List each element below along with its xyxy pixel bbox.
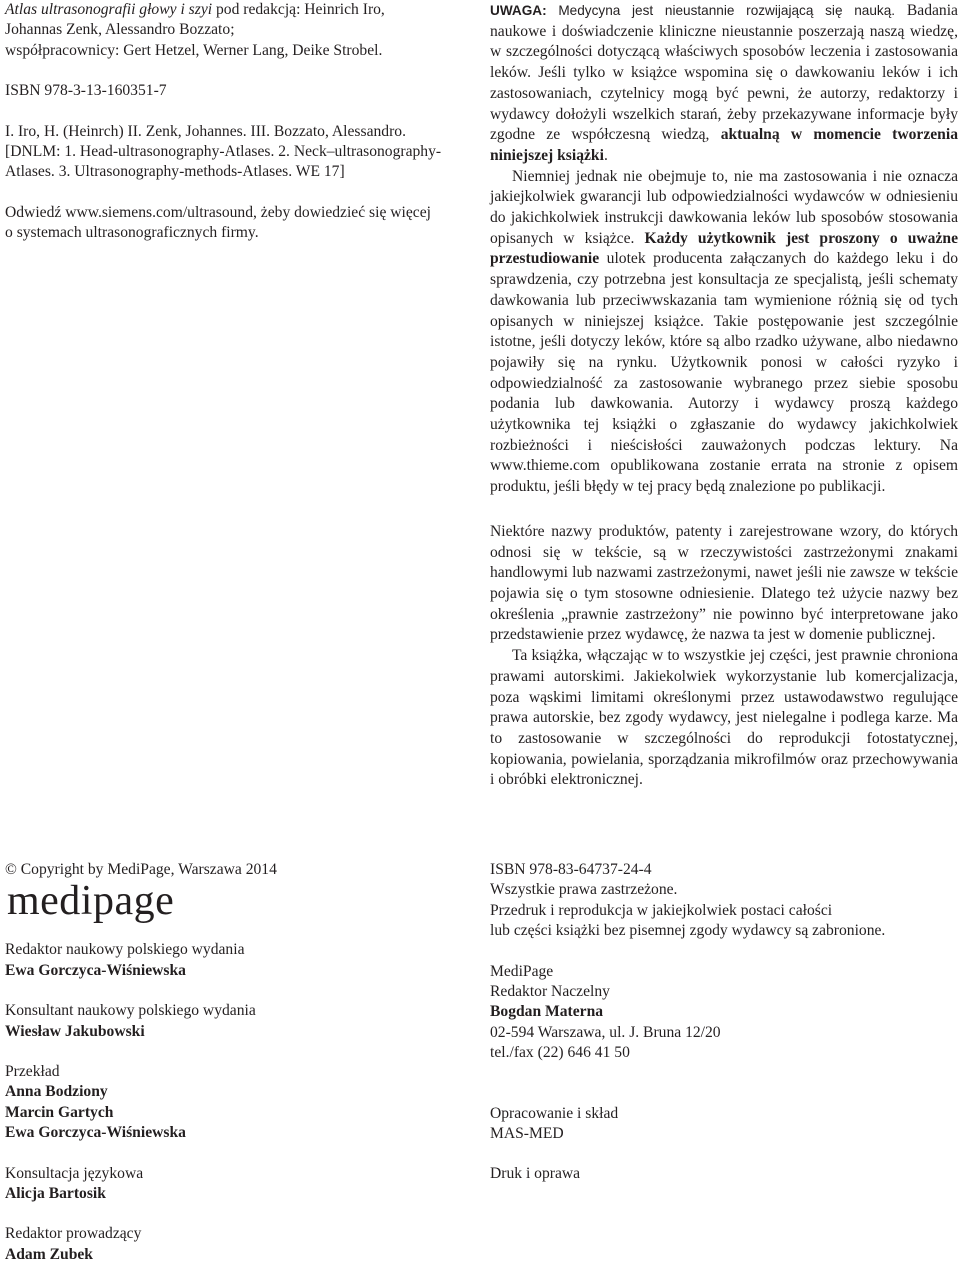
logo-text: medipage	[7, 880, 175, 925]
original-isbn: ISBN 978-3-13-160351-7	[5, 82, 167, 100]
role-5: Redaktor prowadzący	[5, 1225, 142, 1243]
print-label: Druk i oprawa	[490, 1165, 581, 1183]
visit-line-1: Odwiedź www.siemens.com/ultrasound, żeby dowiedzieć się więcej	[5, 203, 431, 221]
editor-name	[490, 1002, 958, 1022]
rights-reserved: Wszystkie prawa zastrzeżone.	[490, 881, 678, 899]
name-1	[5, 961, 465, 981]
warning-paragraph-1	[490, 1, 958, 167]
typesetting-name: MAS-MED	[490, 1125, 564, 1143]
publisher-name: MediPage	[490, 962, 554, 980]
polish-isbn: ISBN 978-83-64737-24-4	[490, 861, 652, 878]
contributors-line: współpracownicy: Gert Hetzel, Werner Lang, Deike Strobel.	[5, 41, 383, 59]
publisher-phone: tel./fax (22) 646 41 50	[490, 1044, 630, 1062]
name-3a	[5, 1082, 465, 1102]
visit-line-2: o systemach ultrasonograficznych firmy.	[5, 224, 259, 242]
person-name: Wiesław Jakubowski	[5, 1022, 145, 1040]
warning-emphasis-1: aktualną w momencie tworzenia niniejszej książki	[490, 126, 958, 164]
name-5	[5, 1245, 465, 1265]
classification-line-1: I. Iro, H. (Heinrch) II. Zenk, Johannes. III. Bozzato, Alessandro.	[5, 122, 406, 140]
person-name: Ewa Gorczyca-Wiśniewska	[5, 961, 186, 979]
warning-end-1: .	[603, 146, 608, 164]
editors-line-2: Johannas Zenk, Alessandro Bozzato;	[5, 21, 235, 39]
cip-title-line	[5, 0, 475, 20]
role-1: Redaktor naukowy polskiego wydania	[5, 941, 245, 959]
warning-text-2b: ulotek producenta załączanych do każdego leku i do sprawdzenia, czy potrzebna jest konsultacja ze specjalistą, jeśli schematy dawkowania lub przeciwwskazania tam wymienione różnią się od tych opisanych w niniejszej książce. Takie postępowanie jest szczególnie istotne, jeśli dotyczy leków, które są albo rzadko używane, albo niedawno pojawiły się na rynku. Użytkownik ponosi w całości ryzyko i odpowiedzialność za zastosowanie wybranego przez siebie sposobu podania lub dawkowania. Autorzy i wydawcy proszą każdego użytkownika tej książki o zgłaszanie do wydawcy jakichkolwiek rozbieżności i nieścisłości zauważonych podczas lektury. Na www.thieme.com opublikowana zostanie errata na stronie z opisem produktu, jeśli błędy w tej pracy będą znalezione po publikacji.	[490, 250, 958, 496]
name-3b	[5, 1103, 465, 1123]
person-name: Bogdan Materna	[490, 1003, 604, 1021]
person-name: Alicja Bartosik	[5, 1185, 106, 1203]
trademark-block	[490, 522, 958, 791]
warning-lead: Medycyna jest nieustannie rozwijającą się nauką.	[546, 3, 896, 18]
medipage-logo	[5, 880, 275, 926]
warning-label: UWAGA:	[490, 3, 547, 18]
role-4: Konsultacja językowa	[5, 1164, 144, 1182]
copyright-law-paragraph: Ta książka, włączając w to wszystkie jej części, jest prawnie chroniona prawami autorskimi. Jakiekolwiek wykorzystanie lub komercjalizacja, poza wąskimi limitami określonymi przez ustawodawstwo regulujące prawa autorskie, bez zgody wydawcy, jest nielegalne i podlega karze. Ma to zastosowanie w szczególności do reprodukcji fotostatycznej, kopiowania, powielania, sporządzania mikrofilmów oraz przechowywania i obróbki elektronicznej.	[490, 647, 958, 789]
trademark-paragraph: Niektóre nazwy produktów, patenty i zarejestrowane wzory, do których odnosi się w tekście, są w rzeczywistości zastrzeżonymi znakami handlowymi lub nazwami zastrzeżonymi, nawet jeśli nie zawsze w tekście pojawia się o tym stosowne odniesienie. Dlatego też użycie nazwy bez określenia „prawnie zastrzeżony” nie powinno być interpretowane jako przedstawienie przez wydawcę, że nazwa ta jest w domenie publicznej.	[490, 522, 958, 644]
publisher-address: 02-594 Warszawa, ul. J. Bruna 12/20	[490, 1023, 721, 1041]
warning-text-2a: Niemniej jednak nie obejmuje to, nie ma zastosowania i nie oznacza jakiejkolwiek gwarancji lub odpowiedzialności wydawców w odniesieniu do jakichkolwiek instrukcji dawkowania leków lub sposobów stosowania opisanych w książce.	[490, 167, 958, 247]
warning-column	[490, 1, 958, 791]
credits-left	[5, 860, 465, 1265]
warning-text-1: Badania naukowe i doświadczenie kliniczne nieustannie poszerzają naszą wiedzę, w szczególności dotyczącą właściwych sposobów leczenia i zastosowania leków. Jeśli tylko w książce wspomina się o dawkowaniu leków i ich zastosowaniach, czytelnicy mogą być pewni, że autorzy, redaktorzy i wydawcy dołożyli wszelkich starań, żeby przekazywane informacje były zgodne ze współczesną wiedzą,	[490, 2, 958, 144]
typesetting-label: Opracowanie i skład	[490, 1104, 619, 1122]
name-4	[5, 1184, 465, 1204]
editors-line: pod redakcją: Heinrich Iro,	[212, 1, 385, 18]
person-name: Adam Zubek	[5, 1245, 93, 1263]
name-3c	[5, 1123, 465, 1143]
book-title: Atlas ultrasonografii głowy i szyi	[5, 1, 213, 18]
role-2: Konsultant naukowy polskiego wydania	[5, 1002, 256, 1020]
editor-role: Redaktor Naczelny	[490, 983, 610, 1001]
warning-paragraph-2	[490, 167, 958, 498]
person-name: Anna Bodziony	[5, 1083, 108, 1101]
classification-line-2: [DNLM: 1. Head-ultrasonography-Atlases. 2. Neck–ultrasonography-	[5, 143, 442, 161]
classification-line-3: Atlases. 3. Ultrasonography-methods-Atlases. WE 17]	[5, 163, 345, 181]
person-name: Marcin Gartych	[5, 1103, 114, 1121]
role-3: Przekład	[5, 1063, 60, 1081]
credits-right	[490, 860, 958, 1185]
name-2	[5, 1022, 465, 1042]
warning-emphasis-2: Każdy użytkownik jest proszony o uważne przestudiowanie	[490, 229, 958, 268]
person-name: Ewa Gorczyca-Wiśniewska	[5, 1124, 186, 1142]
reprint-notice-1: Przedruk i reprodukcja w jakiejkolwiek postaci całości	[490, 901, 833, 919]
reprint-notice-2: lub części książki bez pisemnej zgody wydawcy są zabronione.	[490, 922, 886, 940]
copyright-line: © Copyright by MediPage, Warszawa 2014	[5, 861, 277, 878]
cip-block	[5, 0, 475, 244]
